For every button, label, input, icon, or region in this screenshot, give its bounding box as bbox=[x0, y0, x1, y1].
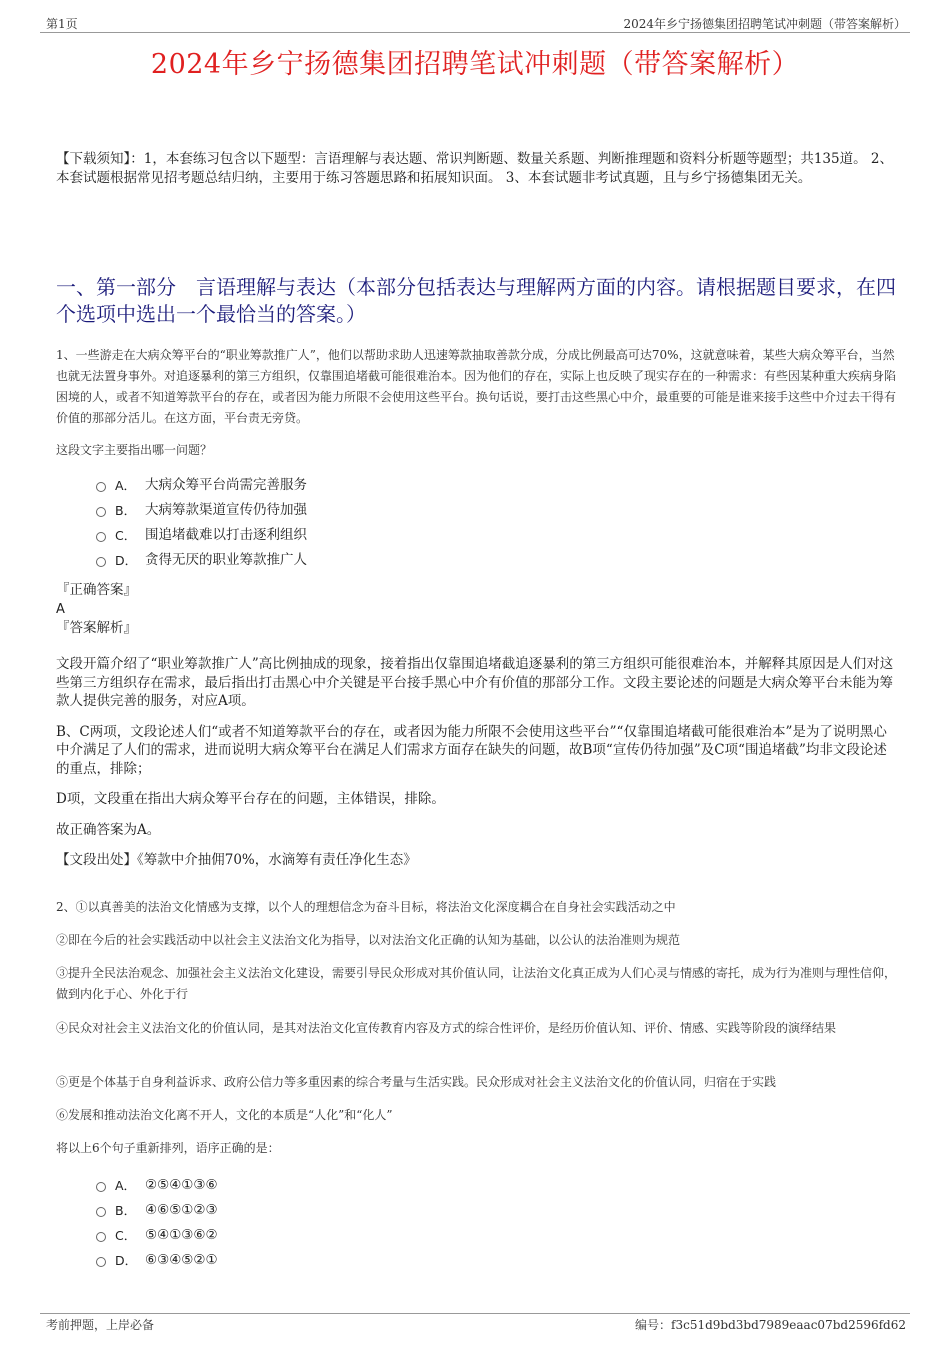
analysis-paragraph: 故正确答案为A。 bbox=[56, 821, 161, 838]
footer-doc-id: 编号：f3c51d9bd3bd7989eaac07bd2596fd62 bbox=[635, 1318, 906, 1332]
page-header bbox=[40, 14, 910, 33]
download-notice: 【下载须知】：1，本套练习包含以下题型：言语理解与表达题、常识判断题、数量关系题、判断推理题和资料分析题等题型；共135道。 2、本套试题根据常见招考题总结归纳，主要用于练习答题思路和拓展知识面。 3、本套试题非考试真题，且与乡宁扬德集团无关。 bbox=[56, 151, 893, 186]
analysis-paragraph: 文段开篇介绍了“职业筹款推广人”高比例抽成的现象，接着指出仅靠围追堵截追逐暴利的第三方组织可能很难治本，并解释其原因是人们对这些第三方组织存在需求，最后指出打击黑心中介关键是平台接手黑心中介有价值的那部分工作。文段主要论述的问题是大病众筹平台未能为筹款人提供完善的服务，对应A项。 bbox=[56, 656, 894, 709]
q1-options bbox=[96, 473, 596, 573]
q2-sentence-4: ④民众对社会主义法治文化的价值认同，是其对法治文化宣传教育内容及方式的综合性评价，是经历价值认知、评价、情感、实践等阶段的演绎结果 bbox=[56, 1021, 837, 1035]
radio-icon[interactable] bbox=[96, 482, 106, 492]
q2-sentence-5: ⑤更是个体基于自身利益诉求、政府公信力等多重因素的综合考量与生活实践。民众形成对社会主义法治文化的价值认同，归宿在于实践 bbox=[56, 1075, 777, 1089]
page-title: 2024年乡宁扬德集团招聘笔试冲刺题（带答案解析） bbox=[150, 49, 800, 80]
radio-icon[interactable] bbox=[96, 557, 106, 567]
q2-option-b[interactable]: B． ④⑥⑤①②③ bbox=[96, 1198, 596, 1223]
radio-icon[interactable] bbox=[96, 1182, 106, 1192]
q1-option-a[interactable]: A． 大病众筹平台尚需完善服务 bbox=[96, 473, 596, 498]
q2-options bbox=[96, 1173, 596, 1273]
header-doc-title: 2024年乡宁扬德集团招聘笔试冲刺题（带答案解析） bbox=[623, 17, 906, 31]
q1-answer-block bbox=[56, 581, 898, 638]
radio-icon[interactable] bbox=[96, 532, 106, 542]
q2-sentence-3: ③提升全民法治观念、加强社会主义法治文化建设，需要引导民众形成对其价值认同，让法治文化真正成为人们心灵与情感的寄托，成为行为准则与理性信仰，做到内化于心、外化于行 bbox=[56, 966, 897, 1001]
q2-sentence-2: ②即在今后的社会实践活动中以社会主义法治文化为指导，以对法治文化正确的认知为基础，以公认的法治准则为规范 bbox=[56, 933, 681, 947]
q1-option-c[interactable]: C． 围追堵截难以打击逐利组织 bbox=[96, 523, 596, 548]
q2-option-a[interactable]: A． ②⑤④①③⑥ bbox=[96, 1173, 596, 1198]
q1-option-d[interactable]: D． 贪得无厌的职业筹款推广人 bbox=[96, 548, 596, 573]
radio-icon[interactable] bbox=[96, 1232, 106, 1242]
q2-sentence-1: 2、①以真善美的法治文化情感为支撑，以个人的理想信念为奋斗目标，将法治文化深度耦合在自身社会实践活动之中 bbox=[56, 900, 676, 914]
answer-value: A bbox=[56, 602, 65, 617]
analysis-label: 『答案解析』 bbox=[56, 620, 137, 636]
radio-icon[interactable] bbox=[96, 1207, 106, 1217]
radio-icon[interactable] bbox=[96, 1257, 106, 1267]
analysis-paragraph: D项，文段重在指出大病众筹平台存在的问题，主体错误，排除。 bbox=[56, 791, 445, 807]
q2-option-d[interactable]: D． ⑥③④⑤②① bbox=[96, 1248, 596, 1273]
q1-question: 这段文字主要指出哪一问题？ bbox=[56, 443, 213, 457]
q2-question: 将以上6个句子重新排列，语序正确的是： bbox=[56, 1141, 280, 1155]
q2-option-c[interactable]: C． ⑤④①③⑥② bbox=[96, 1223, 596, 1248]
q1-analysis bbox=[56, 655, 898, 870]
q1-stem: 1、一些游走在大病众筹平台的“职业筹款推广人”，他们以帮助求助人迅速筹款抽取善款分成，分成比例最高可达70%，这就意味着，某些大病众筹平台，当然也就无法置身事外。对追逐暴利的第三方组织，仅靠围追堵截可能很难治本。因为他们的存在，实际上也反映了现实存在的一种需求：有些因某种重大疾病身陷困境的人，或者不知道筹款平台的存在，或者因为能力所限不会使用这些平台。换句话说，要打击这些黑心中介，最重要的可能是谁来接手这些中介过去干得有价值的那部分活儿。在这方面，平台责无旁贷。 bbox=[56, 348, 897, 425]
source-citation: 【文段出处】《筹款中介抽佣70%，水滴筹有责任净化生态》 bbox=[56, 852, 417, 868]
answer-label: 『正确答案』 bbox=[56, 582, 137, 598]
radio-icon[interactable] bbox=[96, 507, 106, 517]
section-title: 一、第一部分 言语理解与表达（本部分包括表达与理解两方面的内容。请根据题目要求，在四个选项中选出一个最恰当的答案。） bbox=[56, 275, 896, 326]
analysis-paragraph: B、C两项，文段论述人们“或者不知道筹款平台的存在，或者因为能力所限不会使用这些平台”“仅靠围追堵截可能很难治本”是为了说明黑心中介满足了人们的需求，进而说明大病众筹平台在满足人们需求方面存在缺失的问题，故B项“宣传仍待加强”及C项“围追堵截”均非文段论述的重点，排除； bbox=[56, 723, 887, 777]
page-number: 第1页 bbox=[46, 17, 78, 31]
q2-sentence-6: ⑥发展和推动法治文化离不开人，文化的本质是“人化”和“化人” bbox=[56, 1108, 393, 1122]
page-footer bbox=[40, 1313, 910, 1334]
q1-option-b[interactable]: B． 大病筹款渠道宣传仍待加强 bbox=[96, 498, 596, 523]
footer-slogan: 考前押题，上岸必备 bbox=[46, 1318, 155, 1332]
